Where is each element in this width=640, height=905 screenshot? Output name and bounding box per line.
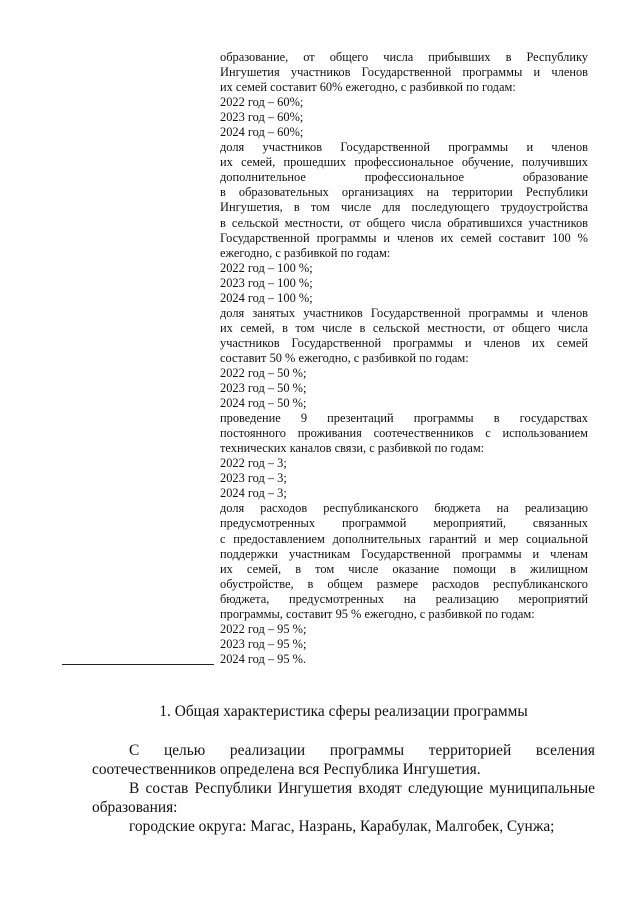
paragraph-2 <box>92 779 595 817</box>
column-line: доля участников Государственной программы и членов <box>220 140 588 155</box>
column-line: 2024 год – 50 %; <box>220 396 307 411</box>
column-line: технических каналов связи, с разбивкой по годам: <box>220 441 485 456</box>
column-line: постоянного проживания соотечественников с использованием <box>220 426 588 441</box>
column-line: с предоставлением дополнительных гарантий и мер социальной <box>220 531 588 546</box>
column-line: дополнительное профессиональное образование <box>220 170 588 185</box>
column-line: предусмотренных программой мероприятий, связанных <box>220 516 588 531</box>
column-line: проведение 9 презентаций программы в государствах <box>220 411 588 426</box>
column-line: составит 50 % ежегодно, с разбивкой по годам: <box>220 350 469 365</box>
column-line: 2024 год – 3; <box>220 486 287 501</box>
column-line: 2023 год – 60%; <box>220 110 304 125</box>
column-line: их семей, в том числе в сельской местности, от общего числа <box>220 320 588 335</box>
column-line: поддержки участникам Государственной программы и членам <box>220 546 588 561</box>
column-line: их семей составит 60% ежегодно, с разбивкой по годам: <box>220 80 516 95</box>
column-line: ежегодно, с разбивкой по годам: <box>220 245 391 260</box>
column-line: образование, от общего числа прибывших в Республику <box>220 50 588 64</box>
paragraph-3: городские округа: Магас, Назрань, Карабулак, Малгобек, Сунжа; <box>129 818 555 835</box>
column-line: в сельской местности, от общего числа обратившихся участников <box>220 215 588 230</box>
paragraph-1-line-2: соотечественников определена вся Республика Ингушетия. <box>92 761 481 778</box>
column-line: бюджета, предусмотренных на реализацию мероприятий <box>220 591 588 606</box>
column-line: Ингушетия участников Государственной программы и членов <box>220 65 588 80</box>
column-line: обустройстве, в общем размере расходов республиканского <box>220 576 588 591</box>
column-line: их семей, в том числе оказание помощи в жилищном <box>220 561 588 576</box>
column-line: участников Государственной программы и членов их семей <box>220 335 588 350</box>
column-line: Государственной программы и членов их семей составит 100 % <box>220 230 588 245</box>
column-line: 2022 год – 60%; <box>220 95 304 110</box>
column-line: 2022 год – 3; <box>220 456 287 471</box>
column-line: 2023 год – 95 %; <box>220 636 307 651</box>
column-line: 2022 год – 50 %; <box>220 365 307 380</box>
section-heading: 1. Общая характеристика сферы реализации программы <box>159 703 528 720</box>
paragraph-2-line-1: В состав Республики Ингушетия входят следующие муниципальные <box>129 780 595 797</box>
paragraph-2-line-2: образования: <box>92 799 178 816</box>
paragraph-1-line-1: С целью реализации программы территорией вселения <box>129 742 595 759</box>
column-line: 2022 год – 100 %; <box>220 260 313 275</box>
column-line: их семей, прошедших профессиональное обучение, получивших <box>220 155 588 170</box>
paragraph-1 <box>92 741 595 779</box>
column-line: 2024 год – 60%; <box>220 125 304 140</box>
column-line: доля занятых участников Государственной программы и членов <box>220 305 588 320</box>
column-line: доля расходов республиканского бюджета на реализацию <box>220 501 588 516</box>
column-line: программы, составит 95 % ежегодно, с разбивкой по годам: <box>220 606 535 621</box>
footnote-separator-line <box>62 664 214 665</box>
targets-text-column <box>220 50 588 667</box>
column-line: Ингушетия, в том числе для последующего трудоустройства <box>220 200 588 215</box>
column-line: в образовательных организациях на территории Республики <box>220 185 588 200</box>
column-line: 2022 год – 95 %; <box>220 621 307 636</box>
column-line: 2023 год – 3; <box>220 471 287 486</box>
column-line: 2024 год – 95 %. <box>220 651 307 666</box>
column-line: 2023 год – 100 %; <box>220 275 313 290</box>
column-line: 2024 год – 100 %; <box>220 290 313 305</box>
column-line: 2023 год – 50 %; <box>220 381 307 396</box>
